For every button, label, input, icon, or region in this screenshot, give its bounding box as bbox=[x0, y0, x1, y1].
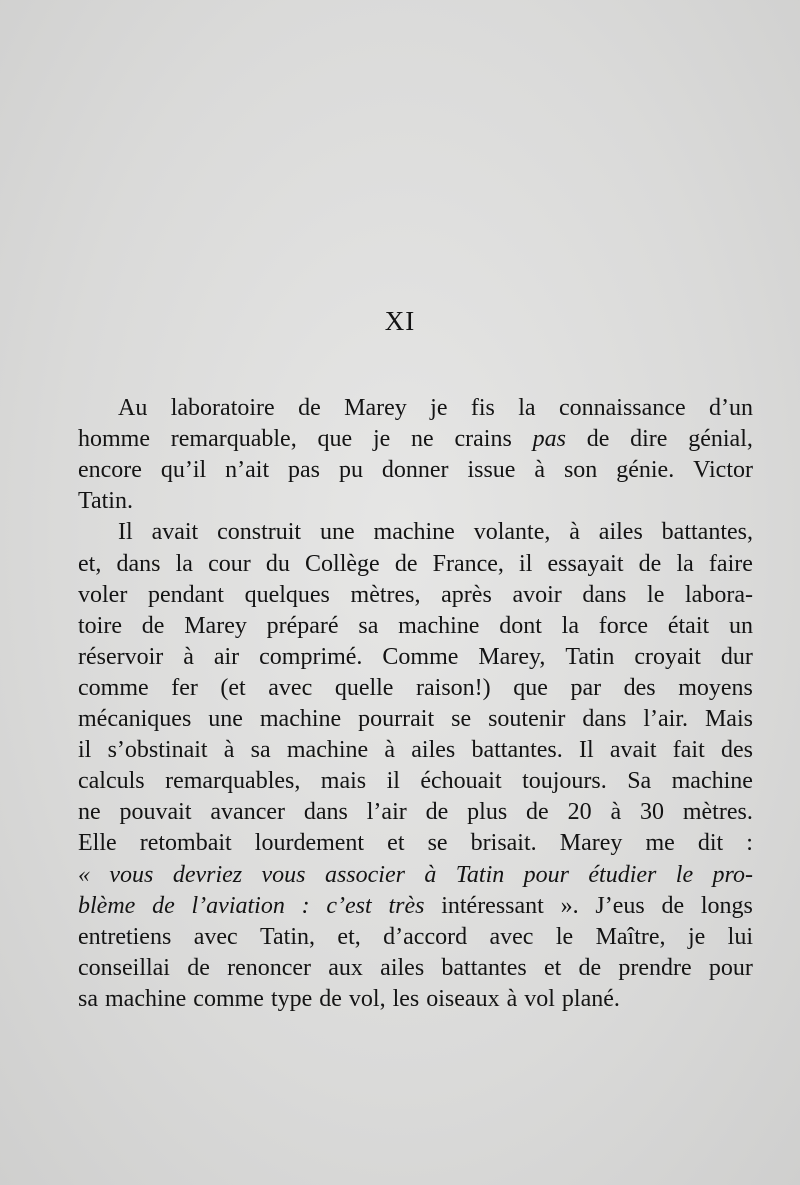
word: de bbox=[578, 954, 602, 981]
word: génie. bbox=[616, 457, 675, 484]
word: mètres, bbox=[350, 581, 421, 608]
word: donner bbox=[381, 457, 449, 484]
word: dire bbox=[630, 426, 668, 453]
word: à bbox=[424, 861, 437, 888]
word: ne bbox=[78, 799, 101, 826]
word: de bbox=[394, 550, 418, 577]
word: issue bbox=[467, 457, 516, 484]
text-line bbox=[78, 890, 753, 922]
word: lourdement bbox=[254, 830, 365, 857]
word: lui bbox=[727, 923, 753, 950]
word: Marey bbox=[559, 830, 623, 857]
word: Tatin bbox=[565, 643, 615, 670]
word: remarquables, bbox=[165, 768, 301, 795]
word: type bbox=[270, 985, 313, 1012]
text-line bbox=[78, 952, 753, 984]
word: une bbox=[208, 706, 243, 732]
word: de bbox=[187, 954, 210, 981]
word: ailes bbox=[598, 519, 643, 546]
text-line bbox=[78, 921, 753, 953]
word: aux bbox=[328, 954, 363, 981]
text-line bbox=[78, 796, 753, 828]
text-line bbox=[78, 827, 753, 859]
word: c’est bbox=[326, 892, 372, 919]
word: je bbox=[372, 426, 391, 453]
word: avancer bbox=[210, 799, 286, 826]
word: battantes, bbox=[661, 519, 753, 546]
word: les bbox=[392, 985, 420, 1012]
word: des bbox=[623, 674, 656, 701]
word: génial, bbox=[688, 426, 753, 453]
word: remarquable, bbox=[170, 426, 297, 453]
word: de bbox=[661, 892, 685, 919]
word: renoncer bbox=[227, 954, 312, 981]
word: le bbox=[675, 861, 694, 888]
word: pas bbox=[532, 426, 566, 453]
text-line bbox=[78, 734, 753, 766]
word: à bbox=[183, 643, 194, 670]
word: à bbox=[569, 519, 580, 546]
word: d’accord bbox=[383, 923, 468, 950]
word: et bbox=[543, 954, 562, 981]
text-line bbox=[78, 485, 753, 517]
word: vol bbox=[524, 985, 555, 1012]
word: calculs bbox=[78, 768, 145, 795]
word: et bbox=[387, 830, 405, 857]
word: Elle bbox=[78, 830, 117, 857]
word: pour bbox=[708, 954, 753, 981]
word: fait bbox=[672, 737, 705, 764]
word: ». bbox=[560, 892, 579, 919]
word: connaissance bbox=[558, 395, 686, 421]
word: du bbox=[265, 550, 290, 577]
word: de bbox=[141, 612, 165, 639]
word: plus bbox=[467, 799, 508, 826]
word: pro- bbox=[712, 861, 753, 888]
word: se bbox=[451, 706, 472, 732]
word: et, bbox=[78, 550, 102, 577]
word: Marey, bbox=[478, 643, 546, 670]
word: essayait bbox=[547, 550, 624, 577]
word: de bbox=[586, 426, 610, 453]
text-line bbox=[78, 579, 753, 611]
word: laboratoire bbox=[170, 395, 275, 421]
word: Tatin bbox=[455, 861, 505, 888]
word: quelle bbox=[334, 674, 394, 701]
word: battantes bbox=[441, 954, 527, 981]
word: homme bbox=[78, 426, 150, 453]
word: la bbox=[518, 395, 536, 421]
word: Tatin, bbox=[260, 923, 316, 950]
word: (et bbox=[220, 674, 246, 701]
word: que bbox=[317, 426, 353, 453]
word: son bbox=[563, 457, 598, 484]
word: brisait. bbox=[470, 830, 537, 857]
text-line bbox=[78, 983, 753, 1015]
word: raison!) bbox=[416, 674, 491, 701]
word: voler bbox=[78, 581, 128, 608]
word: machine bbox=[286, 737, 369, 764]
word: J’eus bbox=[595, 892, 645, 919]
word: Collège bbox=[305, 550, 380, 577]
word: machine bbox=[373, 519, 455, 546]
text-line bbox=[78, 454, 753, 486]
word: encore bbox=[78, 457, 142, 484]
word: Maître, bbox=[595, 923, 666, 950]
word: qu’il bbox=[160, 457, 207, 484]
text-line bbox=[78, 548, 753, 580]
word: machine bbox=[259, 706, 342, 732]
word: machine bbox=[671, 768, 753, 795]
word: mètres. bbox=[682, 799, 753, 826]
word: machine bbox=[398, 612, 480, 639]
word: machine bbox=[105, 985, 187, 1012]
word: Au bbox=[118, 395, 148, 421]
word: entretiens bbox=[78, 923, 172, 950]
word: 30 bbox=[639, 799, 664, 826]
word: avec bbox=[489, 923, 534, 950]
word: sa bbox=[358, 612, 379, 639]
word: Mais bbox=[704, 706, 753, 732]
word: se bbox=[427, 830, 448, 857]
word: dur bbox=[720, 643, 753, 670]
word: très bbox=[388, 892, 425, 919]
word: dans bbox=[582, 581, 627, 608]
word: : bbox=[301, 892, 310, 919]
word: était bbox=[667, 612, 710, 639]
word: devriez bbox=[172, 861, 243, 888]
word: conseillai bbox=[78, 954, 170, 981]
word: soutenir bbox=[488, 706, 566, 732]
word: Il bbox=[579, 737, 594, 764]
word: la bbox=[676, 550, 694, 577]
word: cour bbox=[208, 550, 251, 577]
word: un bbox=[728, 612, 753, 639]
word: pas bbox=[288, 457, 321, 484]
word: la bbox=[175, 550, 193, 577]
word: dit bbox=[697, 830, 724, 857]
word: n’ait bbox=[225, 457, 270, 484]
word: pu bbox=[338, 457, 363, 484]
word: il bbox=[78, 737, 92, 764]
word: la bbox=[561, 612, 579, 639]
word: Il bbox=[118, 519, 133, 546]
word: longs bbox=[700, 892, 753, 919]
word: de bbox=[425, 799, 449, 826]
text-line bbox=[78, 765, 753, 797]
word: mécaniques bbox=[78, 706, 192, 732]
word: moyens bbox=[678, 674, 753, 701]
word: plané. bbox=[561, 985, 620, 1012]
word: intéressant bbox=[441, 892, 544, 919]
word: étudier bbox=[588, 861, 657, 888]
word: 20 bbox=[567, 799, 592, 826]
word: dans bbox=[582, 706, 627, 732]
word: je bbox=[687, 923, 706, 950]
word: ailes bbox=[380, 954, 425, 981]
text-line bbox=[78, 423, 753, 455]
word: avait bbox=[151, 519, 199, 546]
text-line bbox=[118, 516, 753, 548]
word: des bbox=[720, 737, 753, 764]
word: comme bbox=[78, 674, 149, 701]
word: « bbox=[78, 861, 90, 888]
text-line bbox=[118, 392, 753, 424]
word: l’air. bbox=[643, 706, 688, 732]
word: toire bbox=[78, 612, 122, 639]
word: avait bbox=[609, 737, 657, 764]
text-line bbox=[78, 672, 753, 704]
word: vol, bbox=[348, 985, 386, 1012]
word: sa bbox=[78, 985, 98, 1012]
word: oiseaux bbox=[426, 985, 500, 1012]
word: vous bbox=[109, 861, 154, 888]
word: le bbox=[555, 923, 574, 950]
word: avec bbox=[268, 674, 313, 701]
word: vous bbox=[261, 861, 306, 888]
word: de bbox=[638, 550, 662, 577]
word: associer bbox=[324, 861, 405, 888]
word: s’obstinait bbox=[107, 737, 208, 764]
word: préparé bbox=[266, 612, 339, 639]
word: dans bbox=[116, 550, 161, 577]
word: avoir bbox=[512, 581, 562, 608]
word: France, bbox=[432, 550, 504, 577]
word: de bbox=[526, 799, 549, 826]
word: construit bbox=[217, 519, 302, 546]
word: quelques bbox=[244, 581, 330, 608]
word: à bbox=[223, 737, 235, 764]
word: d’un bbox=[708, 395, 753, 421]
word: de bbox=[152, 892, 175, 919]
word: toujours. bbox=[522, 768, 607, 795]
word: il bbox=[519, 550, 533, 577]
word: volante, bbox=[473, 519, 551, 546]
word: ne bbox=[411, 426, 434, 453]
word: comprimé. bbox=[259, 643, 363, 670]
word: échouait bbox=[420, 768, 502, 795]
word: le bbox=[647, 581, 665, 608]
word: croyait bbox=[634, 643, 701, 670]
text-line bbox=[78, 641, 753, 673]
word: Marey bbox=[184, 612, 247, 639]
word: crains bbox=[454, 426, 512, 453]
word: : bbox=[746, 830, 753, 857]
word: à bbox=[384, 737, 396, 764]
word: fis bbox=[470, 395, 495, 421]
word: blème bbox=[78, 892, 136, 919]
text-line bbox=[78, 703, 753, 735]
word: fer bbox=[171, 674, 198, 701]
word: prendre bbox=[618, 954, 692, 981]
word: pendant bbox=[147, 581, 224, 608]
word: pour bbox=[523, 861, 569, 888]
word: que bbox=[513, 674, 548, 701]
word: pouvait bbox=[119, 799, 192, 826]
word: de bbox=[298, 395, 321, 421]
word: je bbox=[430, 395, 448, 421]
word: labora- bbox=[685, 581, 753, 608]
word: à bbox=[534, 457, 546, 484]
word: comme bbox=[193, 985, 264, 1012]
word: Marey bbox=[344, 395, 407, 421]
word: il bbox=[386, 768, 400, 795]
word: dont bbox=[499, 612, 542, 639]
word: par bbox=[570, 674, 602, 701]
word: battantes. bbox=[471, 737, 563, 764]
word: une bbox=[319, 519, 355, 546]
word: mais bbox=[320, 768, 367, 795]
word: retombait bbox=[139, 830, 232, 857]
word: pourrait bbox=[358, 706, 435, 732]
word: ailes bbox=[411, 737, 456, 764]
text-line bbox=[78, 610, 753, 642]
word: avec bbox=[193, 923, 238, 950]
word: à bbox=[610, 799, 622, 826]
text-line bbox=[78, 859, 753, 891]
word: force bbox=[598, 612, 649, 639]
word: me bbox=[645, 830, 675, 857]
word: faire bbox=[708, 550, 753, 577]
chapter-heading: XI bbox=[384, 306, 416, 336]
word: de bbox=[319, 985, 342, 1012]
word: l’aviation bbox=[191, 892, 285, 919]
word: Victor bbox=[693, 457, 753, 484]
word: Sa bbox=[627, 768, 652, 795]
word: dans bbox=[303, 799, 348, 826]
word: sa bbox=[250, 737, 271, 764]
word: Comme bbox=[382, 643, 459, 670]
word: Tatin. bbox=[78, 488, 133, 515]
word: à bbox=[506, 985, 518, 1012]
word: l’air bbox=[366, 799, 407, 826]
word: réservoir bbox=[78, 643, 164, 670]
word: et, bbox=[337, 923, 361, 950]
word: air bbox=[213, 643, 240, 670]
word: après bbox=[441, 581, 492, 608]
